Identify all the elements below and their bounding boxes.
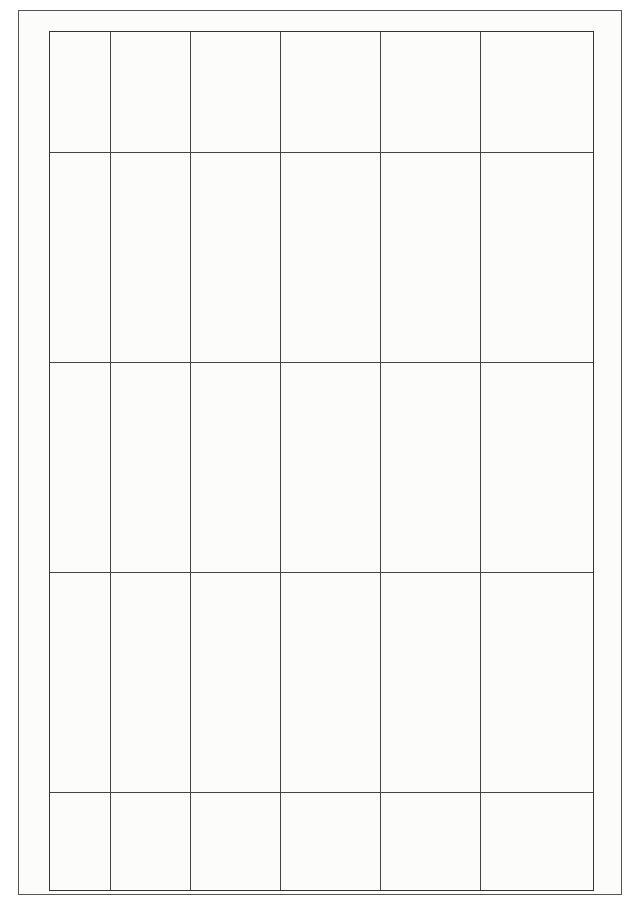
document-page — [18, 10, 622, 895]
table-row — [50, 792, 593, 793]
table-column — [110, 32, 111, 890]
table-row — [50, 572, 593, 573]
table-column — [480, 32, 481, 890]
table-grid — [49, 31, 594, 891]
table-column — [190, 32, 191, 890]
table-row — [50, 152, 593, 153]
table-row — [50, 362, 593, 363]
table-column — [380, 32, 381, 890]
table-column — [280, 32, 281, 890]
